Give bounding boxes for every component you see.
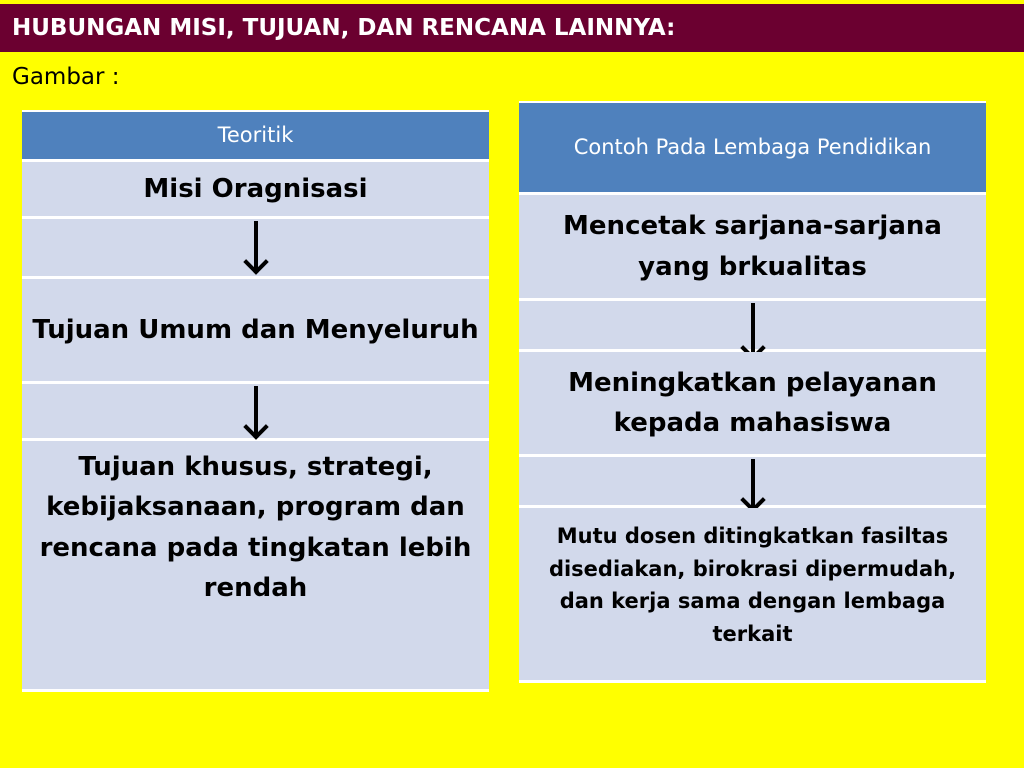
example-item-graduates: Mencetak sarjana-sarjana yang brkualitas xyxy=(519,195,986,298)
arrow-down-icon xyxy=(751,459,755,507)
arrow-down-icon xyxy=(254,221,258,269)
example-arrow-row-1 xyxy=(519,301,986,349)
theory-item-general-goal: Tujuan Umum dan Menyeluruh xyxy=(22,279,489,381)
example-header: Contoh Pada Lembaga Pendidikan xyxy=(519,103,986,192)
theory-table xyxy=(22,110,489,692)
subtitle-label: Gambar : xyxy=(12,64,120,90)
theory-arrow-row-2 xyxy=(22,384,489,438)
example-table xyxy=(519,101,986,683)
arrow-down-icon xyxy=(254,386,258,434)
example-arrow-row-2 xyxy=(519,457,986,505)
slide-title: HUBUNGAN MISI, TUJUAN, DAN RENCANA LAINNYA: xyxy=(0,4,1024,52)
theory-header: Teoritik xyxy=(22,112,489,159)
theory-item-specific-goal: Tujuan khusus, strategi, kebijaksanaan, program dan rencana pada tingkatan lebih rendah xyxy=(22,441,489,689)
theory-arrow-row-1 xyxy=(22,219,489,276)
arrow-down-icon xyxy=(751,303,755,355)
theory-item-mission: Misi Oragnisasi xyxy=(22,162,489,216)
example-item-service: Meningkatkan pelayanan kepada mahasiswa xyxy=(519,352,986,454)
example-item-quality: Mutu dosen ditingkatkan fasiltas disediakan, birokrasi dipermudah, dan kerja sama dengan lembaga terkait xyxy=(519,508,986,680)
